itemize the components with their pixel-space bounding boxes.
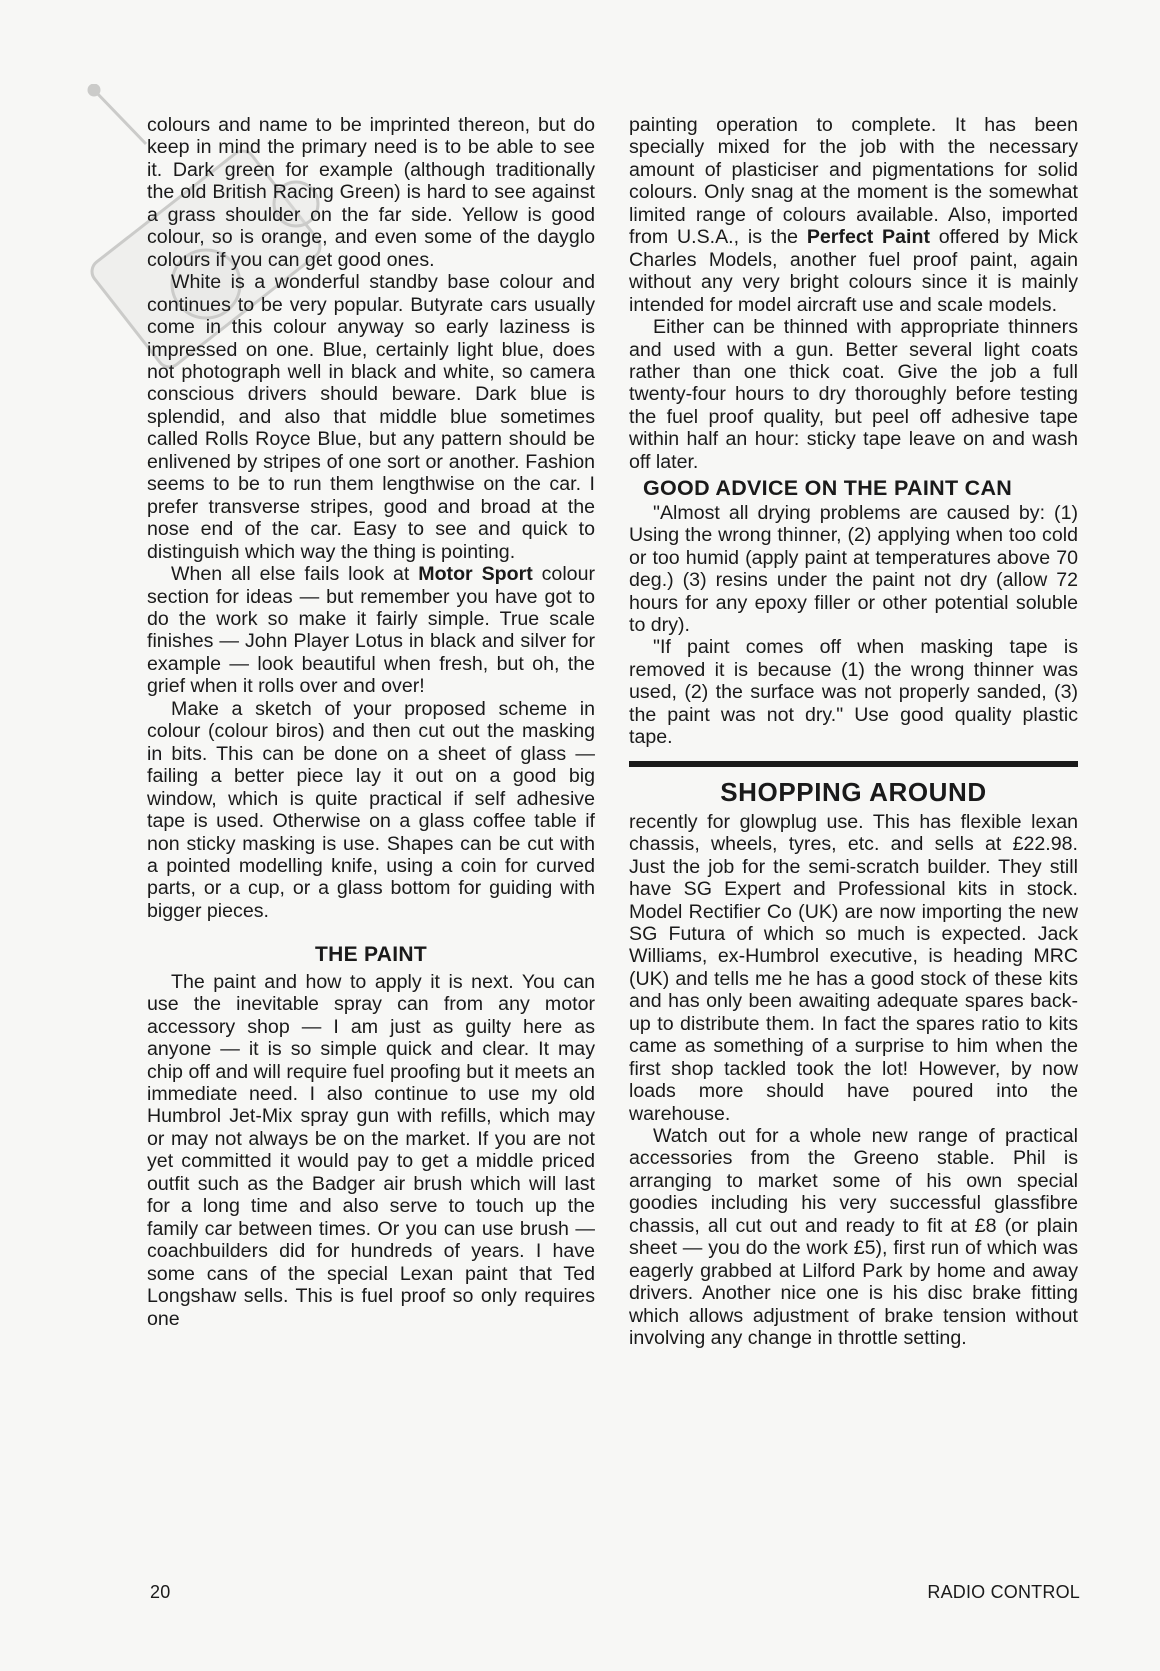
left-paragraph-2: White is a wonderful standby base colour and continues to be very popular. Butyrate cars usually come in this colour anyway so early laziness is impressed on one. Blue, certainly light blue, does not photograph well in black and white, so camera conscious drivers should beware. Dark blue is splendid, and also that middle blue sometimes called Rolls Royce Blue, but any pattern should be enlivened by stripes of one sort or another. Fashion seems to be to run them lengthwise on the car. I prefer transverse stripes, good and broad at the nose end of the car. Easy to see and quick to distinguish which way the thing is pointing. [147, 271, 595, 563]
right-paragraph-3: "Almost all drying problems are caused by: (1) Using the wrong thinner, (2) applying when too cold or too humid (apply paint at temperatures above 70 deg.) (3) resins under the paint not dry (allow 72 hours for any epoxy filler or other potential soluble to dry). [629, 501, 1078, 636]
left-paragraph-3-text-end: colour section for ideas — but remember you have got to do the work so make it fairly simple. True scale finishes — John Player Lotus in black and silver for example — look beautiful when fresh, but oh, the grief when it rolls over and over! [147, 563, 595, 698]
right-paragraph-1-text-end: offered by Mick Charles Models, another fuel proof paint, again without any very bright colours since it is mainly intended for model aircraft use and scale models. [629, 226, 1078, 316]
right-paragraph-4: "If paint comes off when masking tape is removed it is because (1) the wrong thinner was used, (2) the surface was not properly sanded, (3) the paint was not dry." Use good quality plastic tape. [629, 636, 1078, 749]
magazine-name: RADIO CONTROL [927, 1582, 1080, 1602]
left-paragraph-3 [147, 563, 595, 698]
left-column [147, 114, 595, 1330]
left-paragraph-3-text: When all else fails look at [171, 563, 419, 586]
left-paragraph-5: The paint and how to apply it is next. You can use the inevitable spray can from any motor accessory shop — I am just as guilty here as anyone — it is so simple quick and clear. It may chip off and will require fuel proofing but it meets an immediate need. I also continue to use my old Humbrol Jet-Mix spray gun with refills, which may or may not always be on the market. If you are not yet committed it would pay to get a middle priced outfit such as the Badger air brush which will last for a long time and also serve to touch up the family car between times. Or you can use brush — coachbuilders did for hundreds of years. I have some cans of the special Lexan paint that Ted Longshaw sells. This is fuel proof so only requires one [147, 970, 595, 1330]
section-heading-the-paint: THE PAINT [315, 943, 427, 967]
section-divider [629, 761, 1078, 767]
right-paragraph-1 [629, 114, 1078, 316]
right-paragraph-5: recently for glowplug use. This has flexible lexan chassis, wheels, tyres, etc. and sells at £22.98. Just the job for the semi-scratch builder. They still have SG Expert and Professional kits in stock. Model Rectifier Co (UK) are now importing the new SG Futura of which so much is expected. Jack Williams, ex-Humbrol executive, is heading MRC (UK) and tells me he has a good stock of these kits and has only been awaiting adequate spares back-up to distribute them. In fact the spares ratio to kits came as something of a surprise to him when the first shop tackled took the lot! However, by now loads more should have poured into the warehouse. [629, 810, 1078, 1125]
section-heading-shopping-around: SHOPPING AROUND [720, 776, 987, 807]
right-paragraph-6: Watch out for a whole new range of practical accessories from the Greeno stable. Phil is arranging to market some of his own special goodies including his very successful glassfibre chassis, all cut out and ready to fit at £8 (or plain sheet — you do the work £5), first run of which was eagerly grabbed at Lilford Park by home and away drivers. Another nice one is his disc brake fitting which allows adjustment of brake tension without involving any change in throttle setting. [629, 1125, 1078, 1350]
page-number: 20 [150, 1582, 171, 1602]
section-heading-good-advice: GOOD ADVICE ON THE PAINT CAN [643, 476, 1013, 501]
right-column [629, 114, 1078, 1350]
right-paragraph-1-text: painting operation to complete. It has been specially mixed for the job with the necessary amount of plasticiser and pigmentations for solid colours. Only snag at the moment is the somewhat limited range of colours available. Also, imported from U.S.A., is the [629, 114, 1078, 249]
right-paragraph-2: Either can be thinned with appropriate thinners and used with a gun. Better several light coats rather than one thick coat. Give the job a full twenty-four hours to dry thoroughly before testing the fuel proof quality, but peel off adhesive tape within half an hour: sticky tape leave on and wash off later. [629, 316, 1078, 473]
left-paragraph-4: Make a sketch of your proposed scheme in colour (colour biros) and then cut out the masking in bits. This can be done on a sheet of glass — failing a better piece lay it out on a good big window, which is quite practical if self adhesive tape is used. Otherwise on a glass coffee table if non sticky masking is use. Shapes can be cut with a pointed modelling knife, using a coin for curved parts, or a cup, or a glass bottom for guiding with bigger pieces. [147, 697, 595, 922]
perfect-paint-title: Perfect Paint [806, 226, 930, 249]
motor-sport-title: Motor Sport [418, 563, 533, 586]
left-paragraph-1: colours and name to be imprinted thereon, but do keep in mind the primary need is to be able to see it. Dark green for example (although traditionally the old British Racing Green) is hard to see against a grass shoulder on the far side. Yellow is good colour, so is orange, and even some of the dayglo colours if you can get good ones. [147, 114, 595, 271]
